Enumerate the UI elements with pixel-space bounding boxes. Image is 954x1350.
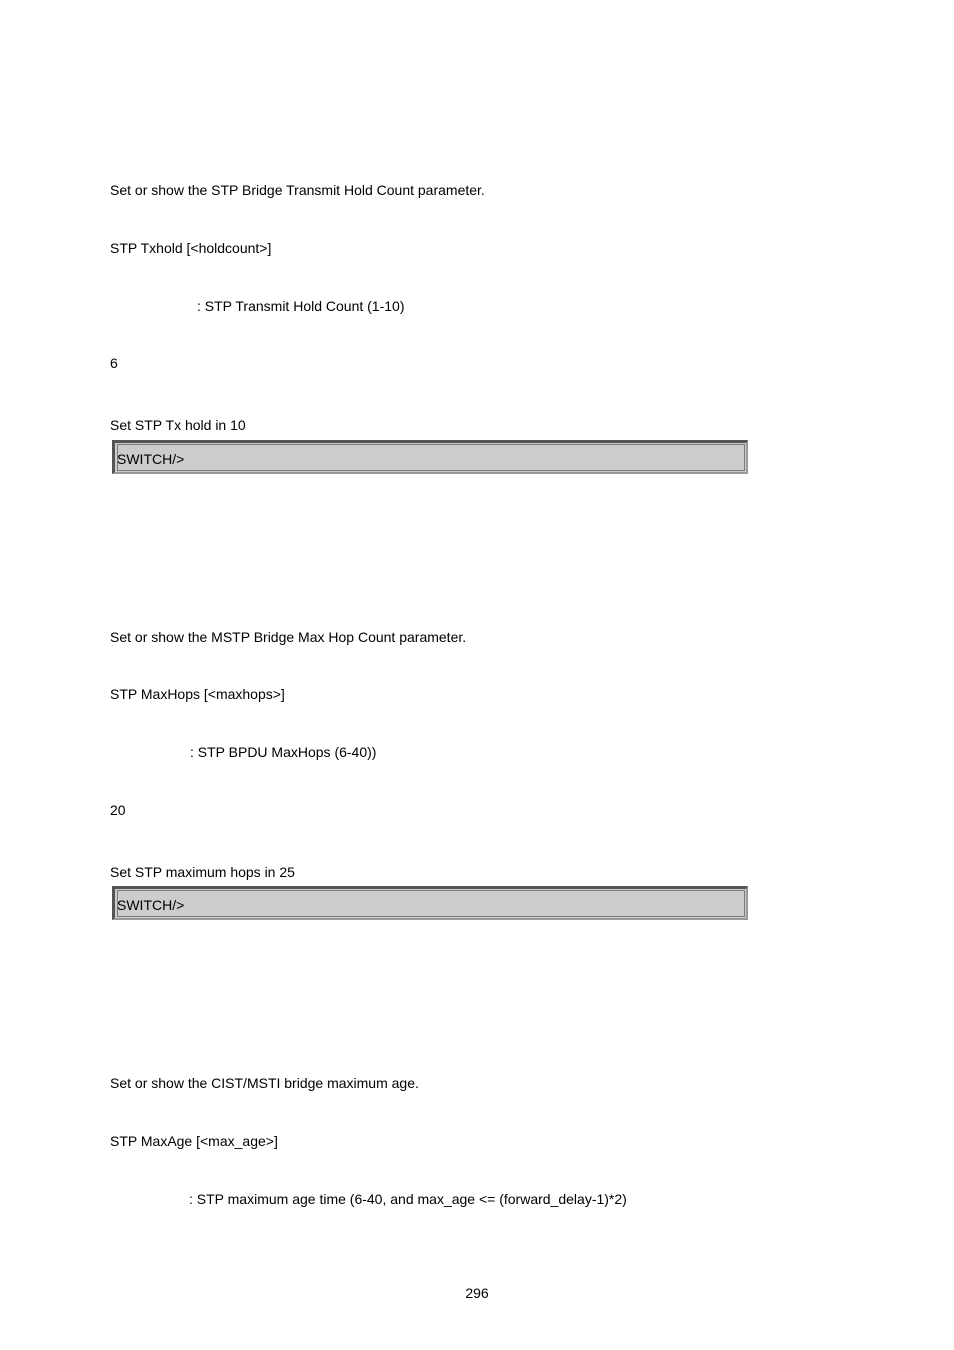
maxhops-default: 20: [110, 802, 126, 818]
maxage-syntax: STP MaxAge [<max_age>]: [110, 1133, 278, 1149]
txhold-command-box: [112, 440, 748, 474]
txhold-description: Set or show the STP Bridge Transmit Hold Count parameter.: [110, 182, 485, 198]
txhold-syntax: STP Txhold [<holdcount>]: [110, 240, 272, 256]
maxhops-example-caption: Set STP maximum hops in 25: [110, 864, 295, 880]
maxhops-description: Set or show the MSTP Bridge Max Hop Count parameter.: [110, 629, 467, 645]
maxhops-parameter: : STP BPDU MaxHops (6-40)): [190, 744, 377, 760]
maxhops-syntax: STP MaxHops [<maxhops>]: [110, 686, 285, 702]
maxage-description: Set or show the CIST/MSTI bridge maximum age.: [110, 1075, 419, 1091]
txhold-example-caption: Set STP Tx hold in 10: [110, 417, 246, 433]
command-prompt: SWITCH/>: [117, 897, 185, 913]
maxhops-command-box: [112, 886, 748, 920]
command-prompt: SWITCH/>: [117, 451, 185, 467]
txhold-parameter: : STP Transmit Hold Count (1-10): [197, 298, 405, 314]
txhold-default: 6: [110, 355, 118, 371]
maxage-parameter: : STP maximum age time (6-40, and max_age <= (forward_delay-1)*2): [189, 1191, 627, 1207]
page-number: 296: [465, 1285, 489, 1301]
